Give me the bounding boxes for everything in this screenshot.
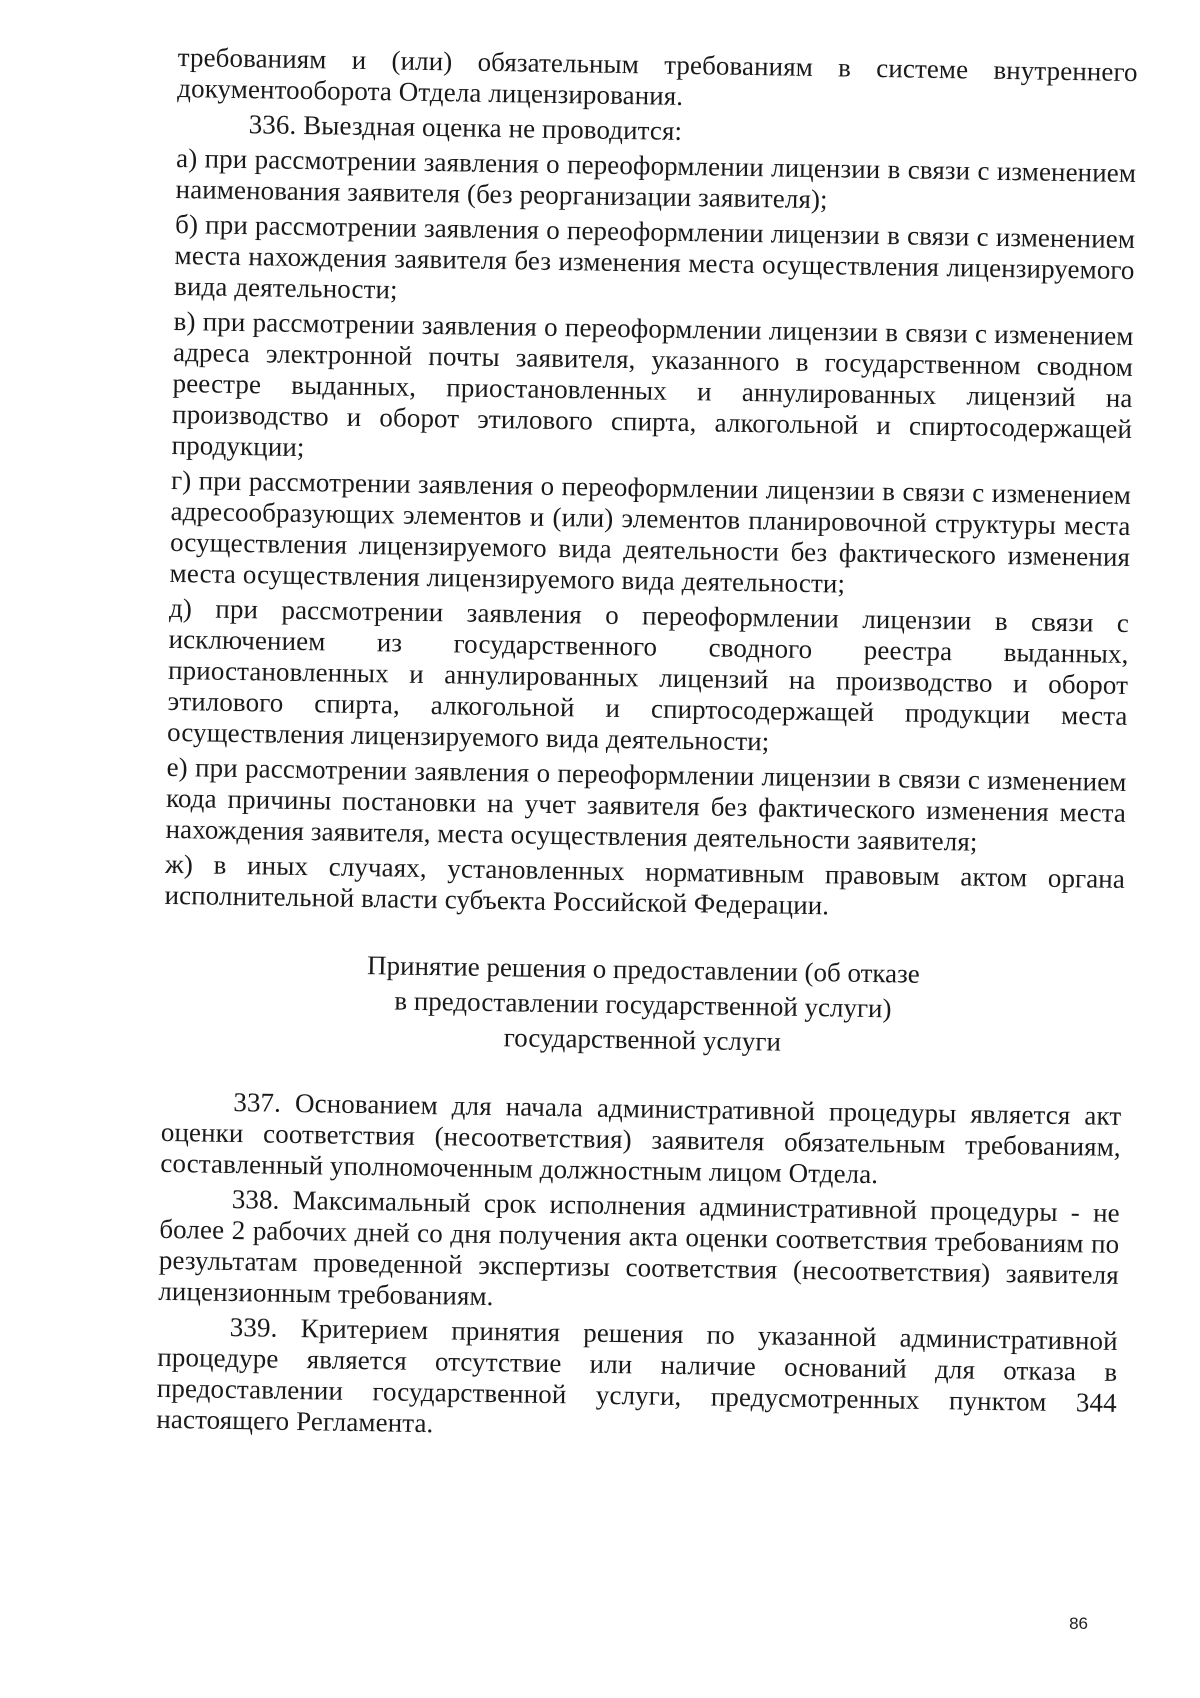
section-heading (162, 945, 1124, 1065)
list-item-b: б) при рассмотрении заявления о переоформлении лицензии в связи с изменением места нахождения заявителя без изменения места осуществления лицензируемого вида деятельности; (173, 208, 1136, 305)
section-heading-line-3: государственной услуги (503, 1022, 782, 1057)
list-item-e: е) при рассмотрении заявления о переоформлении лицензии в связи с изменением кода причины постановки на учет заявителя без фактического изменения места нахождения заявителя, места осуществления деятельности заявителя; (165, 751, 1127, 857)
section-heading-line-1: Принятие решения о предоставлении (об отказе (366, 950, 921, 989)
section-heading-line-2: в предоставлении государственной услуги) (394, 985, 892, 1024)
list-item-zh: ж) в иных случаях, установленных нормативным правовым актом органа исполнительной власти субъекта Российской Федерации. (164, 848, 1126, 921)
list-item-d: д) при рассмотрении заявления о переоформлении лицензии в связи с исключением из государственного сводного реестра выданных, приостановленных и аннулированных лицензий на производство и оборот этилового спирта, алкогольной и спиртосодержащей продукции места осуществления лицензируемого вида деятельности; (166, 592, 1130, 757)
paragraph-337: 337. Основанием для начала административной процедуры является акт оценки соответствия (несоответствия) заявителя обязательным требованиям, составленный уполномоченным должностным лицом Отдела. (160, 1087, 1122, 1190)
page-number: 86 (1069, 1614, 1088, 1633)
page-content (156, 42, 1138, 1454)
list-item-v: в) при рассмотрении заявления о переоформлении лицензии в связи с изменением адреса электронной почты заявителя, указанного в государственном сводном реестре выданных, приостановленных и аннулированных лицензий на производство и оборот этилового спирта, алкогольной и спиртосодержащей продукции; (171, 305, 1134, 463)
paragraph-continuation: требованиям и (или) обязательным требованиям в системе внутреннего документооборота Отдела лицензирования. (177, 42, 1138, 111)
paragraph-338: 338. Максимальный срок исполнения административной процедуры - не более 2 рабочих дней со дня получения акта оценки соответствия требованиям по результатам проведенной экспертизы соответствия (несоответствия) заявителя лицензионным требованиям. (158, 1183, 1120, 1312)
paragraph-339: 339. Критерием принятия решения по указанной административной процедуре является отсутствие или наличие оснований для отказа в предоставлении государственной услуги, предусмотренных пунктом 344 настоящего Регламента. (156, 1311, 1118, 1439)
list-item-a: а) при рассмотрении заявления о переоформлении лицензии в связи с изменением наименования заявителя (без реорганизации заявителя); (175, 142, 1137, 215)
paragraph-336: 336. Выездная оценка не проводится: (248, 109, 683, 146)
list-item-g: г) при рассмотрении заявления о переоформлении лицензии в связи с изменением адресообразующих элементов и (или) элементов планировочной структуры места осуществления лицензируемого вида деятельности без фактического изменения места осуществления лицензируемого вида деятельности; (169, 464, 1132, 599)
